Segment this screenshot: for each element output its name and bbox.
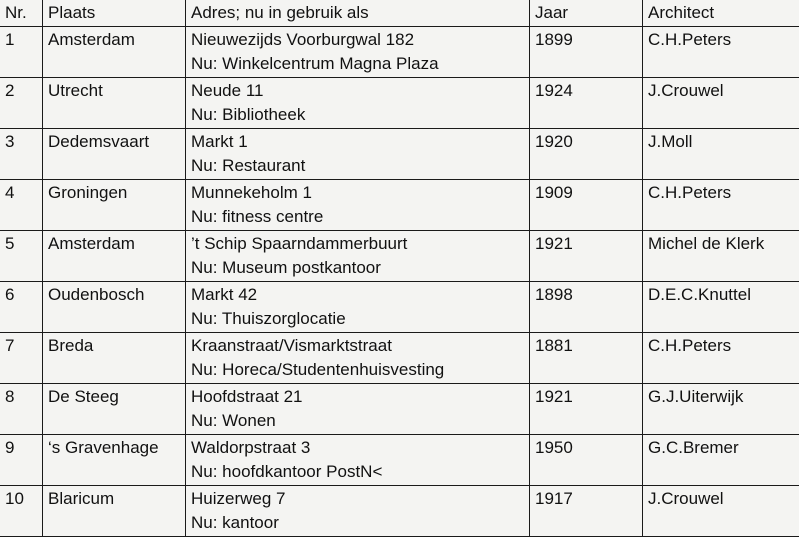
cell-plaats [43,180,186,231]
cell-adres-text: Nieuwezijds Voorburgwal 182 [191,28,529,52]
cell-architect [643,435,799,486]
cell-adres-text: Huizerweg 7 [191,487,529,511]
cell-architect-text: J.Crouwel [648,79,799,103]
table-row [0,486,799,537]
cell-plaats-text: Groningen [48,181,185,205]
cell-jaar [530,231,643,282]
cell-jaar [530,78,643,129]
cell-jaar-text: 1898 [535,283,642,307]
cell-adres-text: Waldorpstraat 3 [191,436,529,460]
cell-architect-text: C.H.Peters [648,334,799,358]
cell-gebruik: Nu: Bibliotheek [191,103,529,127]
table-row [0,384,799,435]
cell-plaats [43,231,186,282]
cell-nr [0,333,43,384]
header-plaats: Plaats [43,0,186,27]
cell-plaats [43,27,186,78]
cell-gebruik: Nu: kantoor [191,511,529,535]
cell-plaats-text: Breda [48,334,185,358]
cell-jaar [530,129,643,180]
cell-adres [186,129,530,180]
cell-architect-text: J.Moll [648,130,799,154]
cell-nr-text: 7 [5,334,42,358]
cell-architect [643,486,799,537]
cell-jaar [530,282,643,333]
header-jaar: Jaar [530,0,643,27]
cell-architect [643,282,799,333]
cell-plaats-text: De Steeg [48,385,185,409]
cell-architect-text: J.Crouwel [648,487,799,511]
cell-architect [643,231,799,282]
cell-plaats-text: Amsterdam [48,232,185,256]
cell-nr [0,27,43,78]
cell-nr [0,282,43,333]
table-row [0,27,799,78]
cell-jaar-text: 1917 [535,487,642,511]
cell-nr [0,231,43,282]
cell-adres-text: Markt 1 [191,130,529,154]
cell-gebruik: Nu: fitness centre [191,205,529,229]
cell-jaar [530,435,643,486]
cell-nr-text: 8 [5,385,42,409]
cell-adres-text: Markt 42 [191,283,529,307]
cell-adres-text: ’t Schip Spaarndammerbuurt [191,232,529,256]
cell-jaar [530,384,643,435]
cell-plaats-text: ‘s Gravenhage [48,436,185,460]
cell-gebruik: Nu: Thuiszorglocatie [191,307,529,331]
cell-nr [0,78,43,129]
cell-architect [643,129,799,180]
table-row [0,282,799,333]
cell-nr [0,129,43,180]
cell-jaar-text: 1920 [535,130,642,154]
cell-adres [186,27,530,78]
cell-gebruik: Nu: hoofdkantoor PostN< [191,460,529,484]
cell-adres-text: Kraanstraat/Vismarktstraat [191,334,529,358]
table-row [0,435,799,486]
cell-plaats-text: Oudenbosch [48,283,185,307]
cell-architect [643,78,799,129]
cell-jaar-text: 1881 [535,334,642,358]
cell-plaats-text: Utrecht [48,79,185,103]
cell-nr-text: 3 [5,130,42,154]
cell-architect [643,333,799,384]
table-header-row [0,0,799,27]
cell-plaats [43,129,186,180]
cell-gebruik: Nu: Winkelcentrum Magna Plaza [191,52,529,76]
cell-architect-text: G.J.Uiterwijk [648,385,799,409]
cell-gebruik: Nu: Horeca/Studentenhuisvesting [191,358,529,382]
cell-nr-text: 4 [5,181,42,205]
cell-adres-text: Munnekeholm 1 [191,181,529,205]
header-adres: Adres; nu in gebruik als [186,0,530,27]
cell-plaats [43,435,186,486]
cell-plaats [43,333,186,384]
cell-architect-text: Michel de Klerk [648,232,799,256]
table-row [0,180,799,231]
cell-plaats [43,78,186,129]
cell-adres [186,231,530,282]
cell-adres [186,435,530,486]
cell-jaar-text: 1921 [535,385,642,409]
cell-architect-text: D.E.C.Knuttel [648,283,799,307]
cell-nr-text: 2 [5,79,42,103]
cell-jaar-text: 1899 [535,28,642,52]
cell-architect [643,180,799,231]
cell-plaats [43,384,186,435]
cell-architect-text: C.H.Peters [648,28,799,52]
cell-adres [186,282,530,333]
header-architect: Architect [643,0,799,27]
cell-jaar [530,333,643,384]
cell-architect [643,384,799,435]
cell-architect-text: C.H.Peters [648,181,799,205]
cell-nr [0,384,43,435]
cell-jaar-text: 1950 [535,436,642,460]
cell-nr-text: 6 [5,283,42,307]
cell-adres [186,333,530,384]
cell-architect [643,27,799,78]
table-row [0,333,799,384]
cell-nr [0,486,43,537]
cell-jaar [530,27,643,78]
cell-adres [186,180,530,231]
cell-jaar [530,486,643,537]
cell-adres-text: Neude 11 [191,79,529,103]
cell-jaar [530,180,643,231]
table-row [0,129,799,180]
cell-architect-text: G.C.Bremer [648,436,799,460]
table-row [0,231,799,282]
cell-nr [0,180,43,231]
cell-nr-text: 10 [5,487,42,511]
cell-nr-text: 9 [5,436,42,460]
table-row [0,78,799,129]
cell-adres [186,486,530,537]
cell-jaar-text: 1924 [535,79,642,103]
cell-adres [186,384,530,435]
cell-nr-text: 5 [5,232,42,256]
cell-plaats-text: Blaricum [48,487,185,511]
cell-nr [0,435,43,486]
cell-plaats-text: Amsterdam [48,28,185,52]
cell-gebruik: Nu: Restaurant [191,154,529,178]
cell-jaar-text: 1921 [535,232,642,256]
cell-gebruik: Nu: Wonen [191,409,529,433]
cell-adres-text: Hoofdstraat 21 [191,385,529,409]
cell-nr-text: 1 [5,28,42,52]
cell-jaar-text: 1909 [535,181,642,205]
cell-plaats-text: Dedemsvaart [48,130,185,154]
cell-gebruik: Nu: Museum postkantoor [191,256,529,280]
header-nr: Nr. [0,0,43,27]
cell-plaats [43,486,186,537]
cell-plaats [43,282,186,333]
cell-adres [186,78,530,129]
